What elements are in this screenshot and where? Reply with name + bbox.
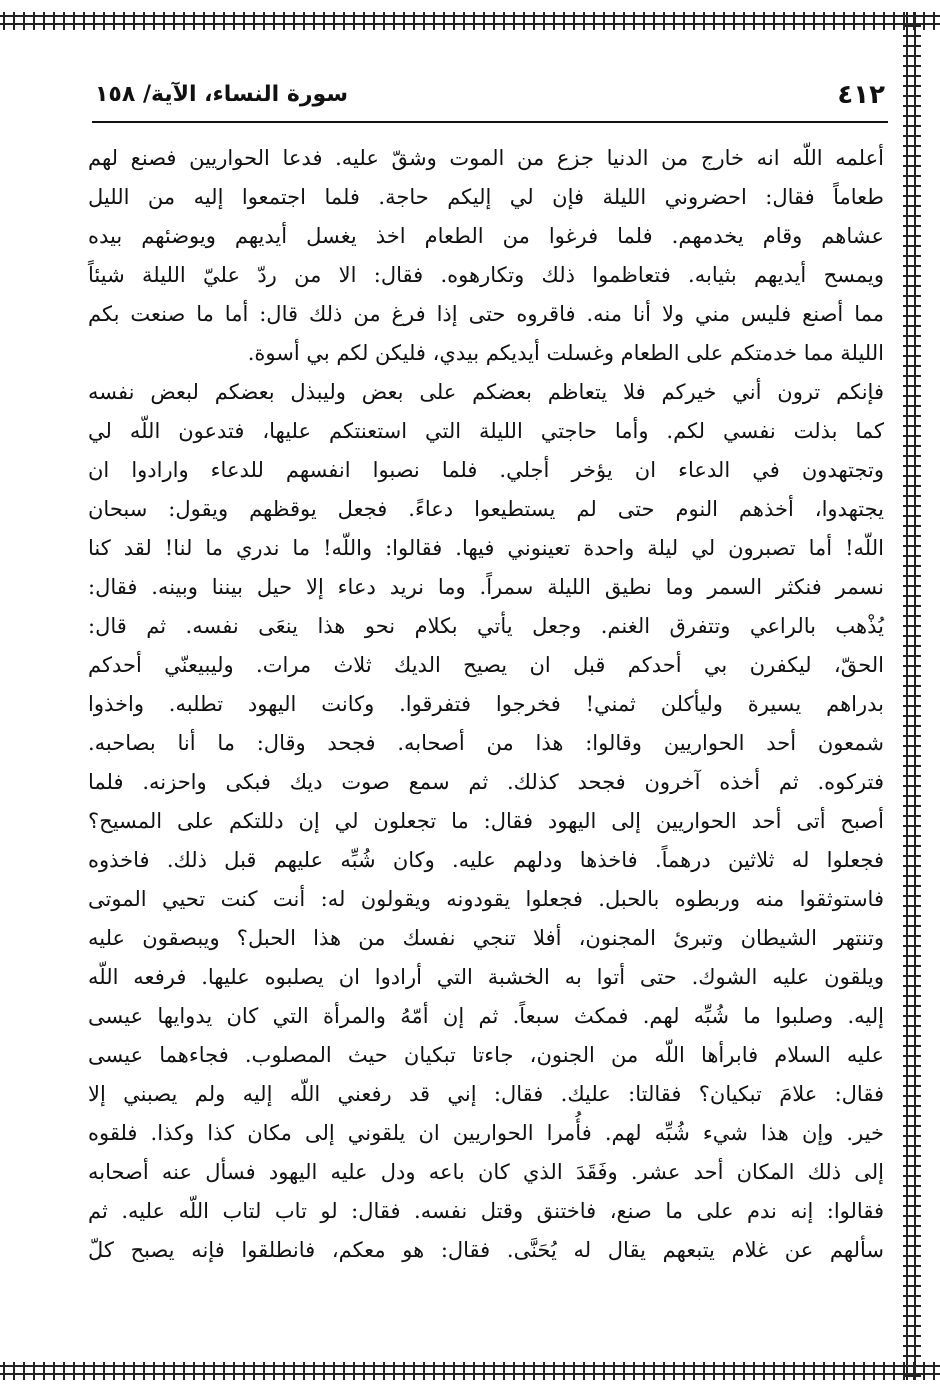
text-line: ويلقون عليه الشوك. حتى أتوا به الخشبة التي أرادوا ان يصلبوه عليها. فرفعه اللّه	[88, 965, 884, 989]
text-line: وتنتهر الشيطان وتبرئ المجنون، أفلا تنجي نفسك من هذا الحبل؟ ويبصقون عليه	[88, 926, 884, 950]
text-line: فقال: علامَ تبكيان؟ فقالتا: عليك. فقال: إني قد رفعني اللّه إليه ولم يصبني إلا	[88, 1082, 884, 1106]
running-head: سورة النساء، الآية/ ١٥٨	[95, 82, 348, 107]
text-line: فقالوا: إنه ندم على ما صنع، فاختنق وقتل نفسه. فقال: لو تاب لتاب اللّه عليه. ثم	[88, 1199, 884, 1223]
body-text	[88, 139, 884, 1270]
text-line: عشاهم وقام يخدمهم. فلما فرغوا من الطعام اخذ يغسل أيديهم ويوضئهم بيده	[88, 224, 884, 248]
text-line: الليلة مما خدمتكم على الطعام وغسلت أيديكم بيدي، فليكن لكم بي أسوة.	[247, 341, 884, 365]
header-rule	[92, 121, 888, 123]
page-border-top	[0, 12, 940, 30]
text-line: إليه. وصلبوا ما شُبِّه لهم. فمكث سبعاً. ثم إن أمّهُ والمرأة التي كان يدوايها عيسى	[88, 1004, 884, 1028]
text-line: مما أصنع فليس مني ولا أنا منه. فاقروه حتى إذا فرغ من ذلك قال: أما ما صنعت بكم	[88, 302, 884, 326]
text-line: الحقّ، ليكفرن بي أحدكم قبل ان يصيح الديك ثلاث مرات. وليبيعنّي أحدكم	[88, 653, 884, 677]
text-line: طعاماً فقال: احضروني الليلة فإن لي إليكم حاجة. فلما اجتمعوا إليه من الليل	[88, 185, 884, 209]
text-line: ويمسح أيديهم بثيابه. فتعاظموا ذلك وتكارهوه. فقال: الا من ردّ عليّ الليلة شيئاً	[88, 263, 884, 287]
text-line: أعلمه اللّه انه خارج من الدنيا جزع من الموت وشقّ عليه. فدعا الحواريين فصنع لهم	[88, 146, 884, 170]
text-line: عليه السلام فابرأها اللّه من الجنون، جاءتا تبكيان حيث المصلوب. فجاءهما عيسى	[88, 1043, 884, 1067]
text-line: فإنكم ترون أني خيركم فلا يتعاظم بعضكم على بعض وليبذل بعضكم لبعض نفسه	[88, 380, 884, 404]
text-line: شمعون أحد الحواريين وقالوا: هذا من أصحابه. فجحد وقال: ما أنا بصاحبه.	[88, 731, 884, 755]
text-line: أصبح أتى أحد الحواريين إلى اليهود فقال: ما تجعلون لي إن دللتكم على المسيح؟	[88, 809, 884, 833]
text-line: خير. وإن هذا شيء شُبِّه لهم. فأُمرا الحواريين ان يلقوني إلى مكان كذا وكذا. فلقوه	[88, 1121, 884, 1145]
text-line: يُذْهب بالراعي وتتفرق الغنم. وجعل يأتي بكلام نحو هذا ينعَى نفسه. ثم قال:	[88, 614, 884, 638]
text-line: سألهم عن غلام يتبعهم يقال له يُحَنَّى. فقال: هو معكم، فانطلقوا فإنه يصبح كلّ	[88, 1238, 884, 1262]
text-line: كما بذلت نفسي لكم. وأما حاجتي الليلة التي استعنتكم عليها، فتدعون اللّه لي	[88, 419, 884, 443]
text-line: اللّه! أما تصبرون لي ليلة واحدة تعينوني فيها. فقالوا: واللّه! ما ندري ما لنا! لقد كنا	[88, 536, 884, 560]
text-line: فجعلوا له ثلاثين درهماً. فاخذها ودلهم عليه. وكان شُبِّه عليهم قبل ذلك. فاخذوه	[88, 848, 884, 872]
text-line: إلى ذلك المكان أحد عشر. وفَقَدَ الذي كان باعه ودل عليه اليهود فسأل عنه أصحابه	[88, 1160, 884, 1184]
text-line: فاستوثقوا منه وربطوه بالحبل. فجعلوا يقودونه ويقولون له: أنت كنت تحيي الموتى	[88, 887, 884, 911]
page-number: ٤١٢	[837, 80, 885, 110]
text-line: وتجتهدون في الدعاء ان يؤخر أجلي. فلما نصبوا انفسهم للدعاء وارادوا ان	[88, 458, 884, 482]
text-line: بدراهم يسيرة وليأكلن ثمني! فخرجوا فتفرقوا. وكانت اليهود تطلبه. واخذوا	[88, 692, 884, 716]
text-line: فتركوه. ثم أخذه آخرون فجحد كذلك. ثم سمع صوت ديك فبكى واحزنه. فلما	[88, 770, 884, 794]
page-border-right	[903, 12, 921, 1380]
text-line: يجتهدوا، أخذهم النوم حتى لم يستطيعوا دعاءً. فجعل يوقظهم ويقول: سبحان	[88, 497, 884, 521]
page-header	[95, 80, 885, 120]
page-border-bottom	[0, 1362, 940, 1380]
text-line: نسمر فنكثر السمر وما نطيق الليلة سمراً. وما نريد دعاء إلا حيل بيننا وبينه. فقال:	[88, 575, 884, 599]
